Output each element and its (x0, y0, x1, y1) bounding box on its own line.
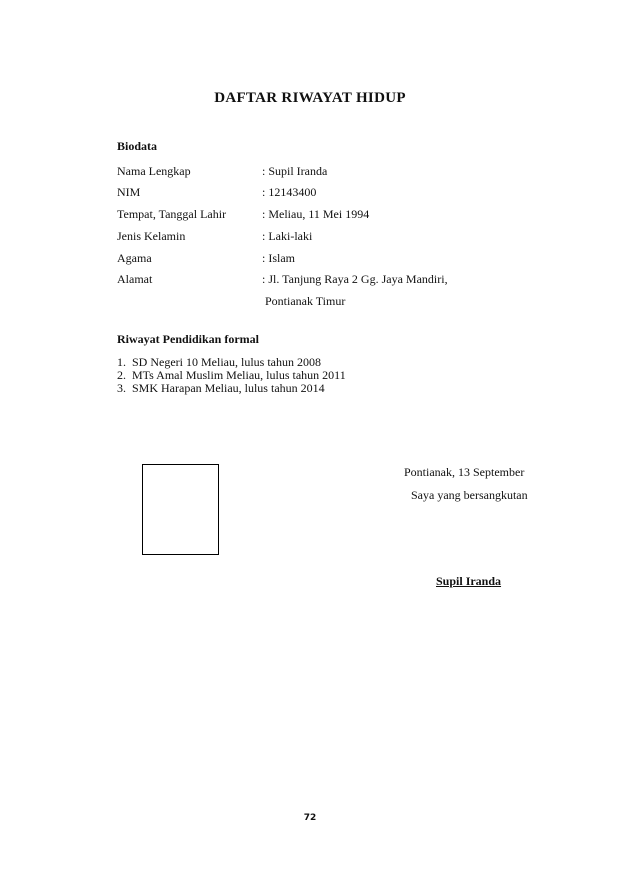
biodata-label: Nama Lengkap (117, 164, 191, 178)
biodata-label: Jenis Kelamin (117, 229, 186, 243)
biodata-label: Tempat, Tanggal Lahir (117, 207, 227, 221)
biodata-value: : Meliau, 11 Mei 1994 (262, 207, 370, 221)
biodata-value: : Islam (262, 251, 295, 265)
address-continuation: Pontianak Timur (265, 294, 346, 308)
education-list (117, 356, 346, 395)
biodata-value: : Laki-laki (262, 229, 313, 243)
biodata-value: : Supil Iranda (262, 164, 328, 178)
document-title: DAFTAR RIWAYAT HIDUP (214, 90, 406, 106)
list-number: 2. (117, 368, 126, 382)
list-number: 3. (117, 381, 126, 395)
signature-statement: Saya yang bersangkutan (411, 488, 528, 502)
biodata-label: Alamat (117, 272, 153, 286)
signature-place-date: Pontianak, 13 September (404, 465, 525, 479)
list-text: SD Negeri 10 Meliau, lulus tahun 2008 (132, 355, 321, 369)
list-item (117, 382, 346, 395)
photo-placeholder (142, 464, 219, 555)
list-text: SMK Harapan Meliau, lulus tahun 2014 (132, 381, 325, 395)
biodata-heading: Biodata (117, 139, 158, 153)
list-text: MTs Amal Muslim Meliau, lulus tahun 2011 (132, 368, 346, 382)
biodata-label: Agama (117, 251, 152, 265)
list-number: 1. (117, 355, 126, 369)
signature-name: Supil Iranda (436, 574, 502, 588)
page-number: 72 (303, 813, 317, 823)
biodata-label: NIM (117, 185, 141, 199)
biodata-value: : 12143400 (262, 185, 317, 199)
education-heading: Riwayat Pendidikan formal (117, 332, 260, 346)
biodata-value: : Jl. Tanjung Raya 2 Gg. Jaya Mandiri, (262, 272, 448, 286)
